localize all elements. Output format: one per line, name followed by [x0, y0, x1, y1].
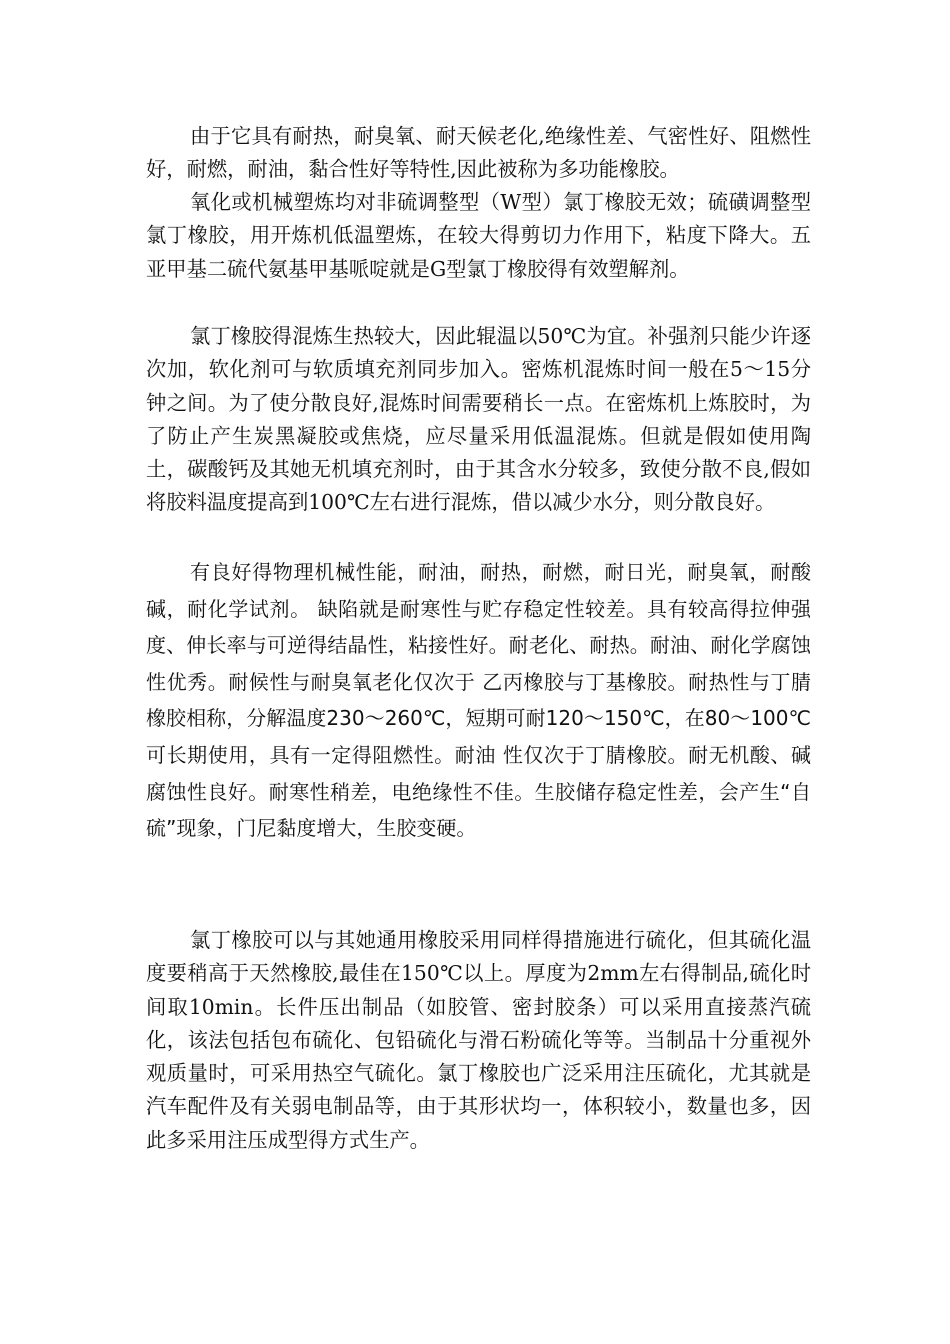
paragraph-properties-summary: 由于它具有耐热，耐臭氧、耐天候老化,绝缘性差、气密性好、阻燃性好，耐燃，耐油，黏合性好等特性,因此被称为多功能橡胶。: [146, 124, 811, 182]
paragraph-performance: 有良好得物理机械性能，耐油，耐热，耐燃，耐日光，耐臭氧，耐酸碱，耐化学试剂。 缺陷就是耐寒性与贮存稳定性较差。具有较高得拉伸强度、伸长率与可逆得结晶性，粘接性好。耐老化、耐热。耐油、耐化学腐蚀性优秀。耐候性与耐臭氧老化仅次于 乙丙橡胶与丁基橡胶。耐热性与丁腈橡胶相称，分解温度230～260℃，短期可耐120～150℃，在80～100℃可长期使用，具有一定得阻燃性。耐油 性仅次于丁腈橡胶。耐无机酸、碱腐蚀性良好。耐寒性稍差，电绝缘性不佳。生胶储存稳定性差，会产生“自硫”现象，门尼黏度增大，生胶变硬。: [146, 560, 811, 841]
paragraph-mixing: 氯丁橡胶得混炼生热较大，因此辊温以50℃为宜。补强剂只能少许逐次加，软化剂可与软质填充剂同步加入。密炼机混炼时间一般在5～15分钟之间。为了使分散良好,混炼时间需要稍长一点。在密炼机上炼胶时，为了防止产生炭黑凝胶或焦烧，应尽量采用低温混炼。但就是假如使用陶土，碳酸钙及其她无机填充剂时，由于其含水分较多，致使分散不良,假如将胶料温度提高到100℃左右进行混炼，借以减少水分，则分散良好。: [146, 324, 811, 515]
paragraph-mastication: 氧化或机械塑炼均对非硫调整型（W型）氯丁橡胶无效；硫磺调整型氯丁橡胶，用开炼机低温塑炼，在较大得剪切力作用下，粘度下降大。五亚甲基二硫代氨基甲基哌啶就是G型氯丁橡胶得有效塑解剂。: [146, 190, 811, 281]
paragraph-vulcanization: 氯丁橡胶可以与其她通用橡胶采用同样得措施进行硫化，但其硫化温度要稍高于天然橡胶,最佳在150℃以上。厚度为2mm左右得制品,硫化时间取10min。长件压出制品（如胶管、密封胶条）可以采用直接蒸汽硫化，该法包括包布硫化、包铅硫化与滑石粉硫化等等。当制品十分重视外观质量时，可采用热空气硫化。氯丁橡胶也广泛采用注压硫化，尤其就是汽车配件及有关弱电制品等，由于其形状均一，体积较小，数量也多，因此多采用注压成型得方式生产。: [146, 928, 811, 1152]
